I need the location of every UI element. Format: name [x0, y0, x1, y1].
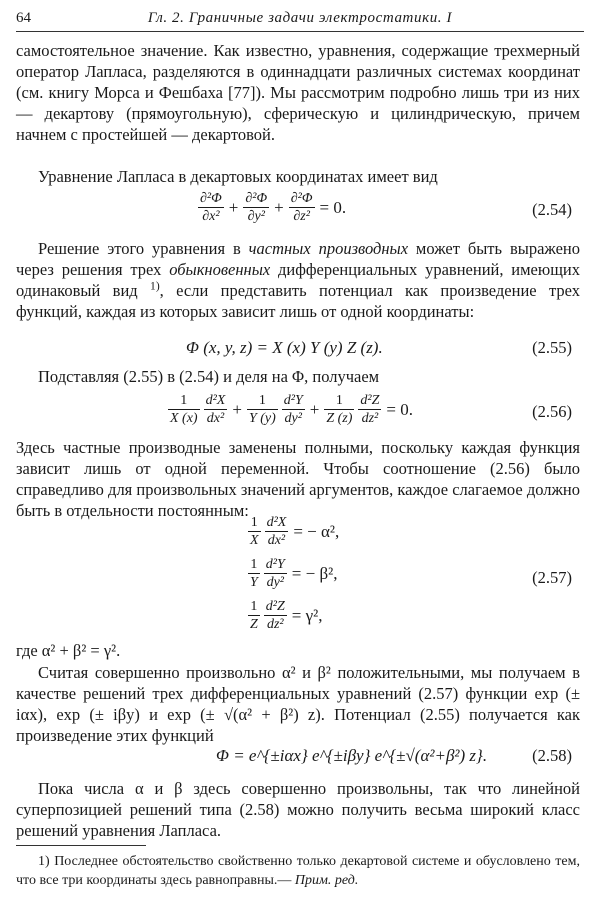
fraction: $\frac{\text{∂²Φ}}{\text{∂x²}}$: [200, 191, 222, 224]
page-number: 64: [16, 10, 31, 26]
equation-number: (2.58): [532, 746, 572, 765]
fraction: $\frac{1}{X (x)}$: [170, 393, 198, 426]
paragraph-laplace-intro: Уравнение Лапласа в декартовых координатах имеет вид: [38, 167, 438, 186]
equation-2-58: Φ = e^{±iαx} e^{±iβy} e^{±√(α²+β²) z}. (2.58): [216, 746, 572, 765]
equation-row-x: $\frac{1}{X}$ $\frac{\text{d²X}}{\text{dx²}}$ = − α²,: [250, 515, 340, 548]
footnote-rule: [16, 845, 146, 846]
fraction: $\frac{\text{∂²Φ}}{\text{∂y²}}$: [245, 191, 268, 224]
fraction: $\frac{1}{Z (z)}$: [326, 393, 353, 426]
fraction: $\frac{\text{d²X}}{\text{dx²}}$: [205, 393, 226, 426]
equation-number: (2.57): [532, 568, 572, 587]
equation-row-z: $\frac{1}{Z}$ $\frac{\text{d²Z}}{\text{dz²}}$ = γ²,: [250, 599, 323, 632]
footnote: 1) Последнее обстоятельство свойственно только декартовой системе и обусловлено тем, что все три координаты здесь равноправны.— Прим. ред.: [16, 854, 580, 888]
paragraph-superposition: Пока числа α и β здесь совершенно произвольны, так что линейной суперпозицией решений типа (2.58) можно получить весьма широкий класс решений уравнения Лапласа.: [16, 779, 580, 840]
footnote-marker: 1): [150, 280, 160, 293]
paragraph-separation: Решение этого уравнения в частных производных может быть выражено через решения трех обыкновенных дифференциальных уравнений, имеющих одинаковый вид $^{1)}$, если представить потенциал как произведение трех функций, каждая из которых зависит лишь от одной координаты:: [16, 239, 581, 321]
footnote-signature: Прим. ред.: [294, 873, 359, 888]
equation-2-56: $\frac{1}{X (x)}$ $\frac{\text{d²X}}{\text{dx²}}$ + $\frac{1}{Y (y)}$ $\frac{\text{d²Y}}{\text{dy²}}$ + $\frac{1}{Z (z)}$ $\frac{\text{d²Z}}{\text{dz²}}$ = 0. (2.56): [170, 393, 572, 426]
paragraph-constants: Здесь частные производные заменены полными, поскольку каждая функция зависит лишь от одной переменной. Чтобы соотношение (2.56) было справедливо для произвольных значений аргументов, каждое слагаемое должно быть в отдельности постоянным:: [16, 438, 580, 520]
paragraph-substitution: Подставляя (2.55) в (2.54) и деля на Φ, получаем: [38, 367, 380, 386]
fraction: $\frac{\text{∂²Φ}}{\text{∂z²}}$: [290, 191, 313, 224]
equation-2-55: Φ (x, y, z) = X (x) Y (y) Z (z). (2.55): [186, 338, 572, 357]
paragraph-intro: самостоятельное значение. Как известно, уравнения, содержащие трехмерный оператор Лапласа, разделяются в одиннадцати различных системах координат (см. книгу Морса и Фешбаха [77]). Мы рассмотрим подробно лишь три из них — декартову (прямоугольную), сферическую и цилиндрическую, причем начнем с простейшей — декартовой.: [16, 41, 580, 144]
fraction: $\frac{\text{d²Z}}{\text{dz²}}$: [360, 393, 380, 426]
equation-number: (2.54): [532, 200, 572, 219]
fraction: $\frac{\text{d²Y}}{\text{dy²}}$: [283, 393, 303, 426]
fraction: $\frac{1}{Y (y)}$: [248, 393, 276, 426]
equation-row-y: $\frac{1}{Y}$ $\frac{\text{d²Y}}{\text{dy²}}$ = − β²,: [250, 557, 338, 590]
equation-2-54: $\frac{\text{∂²Φ}}{\text{∂x²}}$ + $\frac{\text{∂²Φ}}{\text{∂y²}}$ + $\frac{\text{∂²Φ}}{\text{∂z²}}$ = 0. (2.54): [200, 191, 572, 224]
equation-2-57: [16, 514, 580, 640]
running-title: Гл. 2. Граничные задачи электростатики. I: [147, 10, 453, 26]
paragraph-solutions: Считая совершенно произвольно α² и β² положительными, мы получаем в качестве решений трех дифференциальных уравнений (2.57) функции exp (± iαx), exp (± iβy) и exp (± √(α² + β²) z). Потенциал (2.55) получается как произведение этих функций: [16, 663, 580, 745]
page-header: [16, 7, 584, 32]
equation-number: (2.56): [532, 402, 572, 421]
paragraph-gamma: где α² + β² = γ².: [16, 641, 121, 660]
equation-number: (2.55): [532, 338, 572, 357]
